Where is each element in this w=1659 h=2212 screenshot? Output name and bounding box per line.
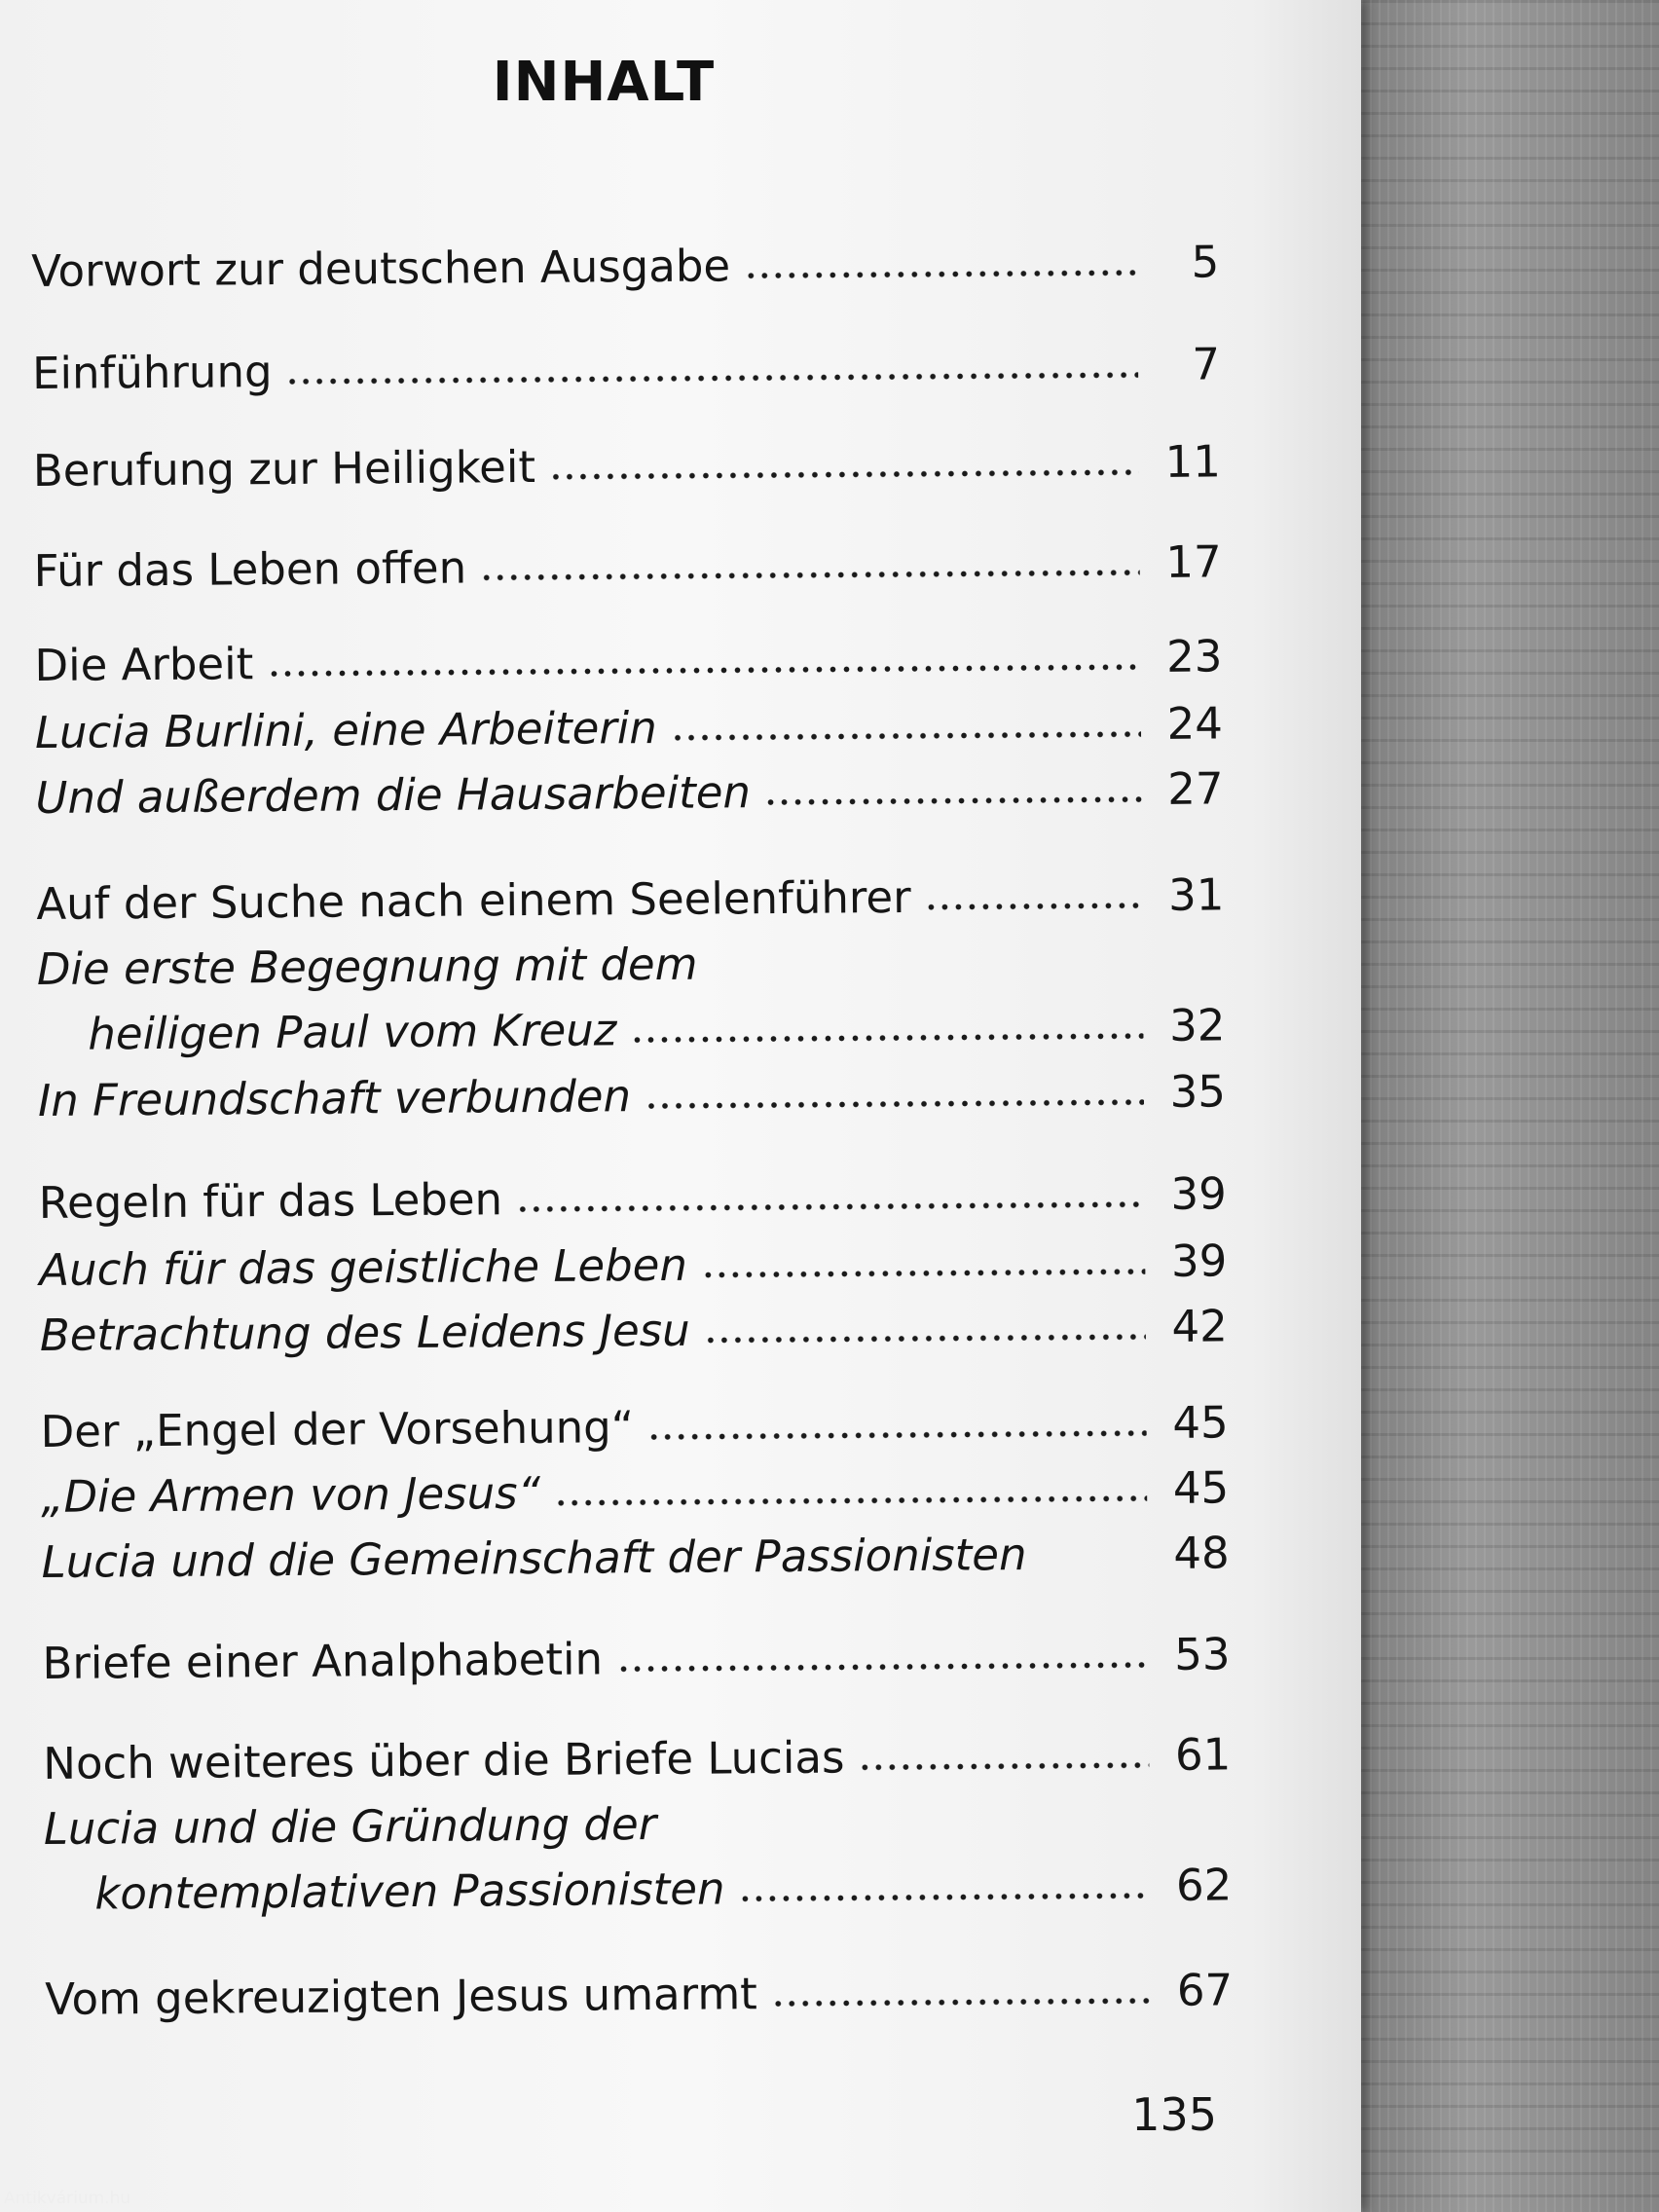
dot-leader [858,1761,1149,1771]
dot-leader [549,468,1139,481]
toc-entry [40,1389,1228,1457]
toc-entry-page: 48 [1173,1527,1230,1579]
dot-leader [670,1826,1150,1838]
toc-entry-page [1160,1845,1232,1846]
toc-entry [39,1228,1227,1296]
toc-entry-page: 23 [1165,630,1223,682]
toc-entry [37,992,1225,1060]
toc-entry-title: „Die Armen von Jesus“ [40,1466,541,1523]
toc-entry [35,690,1223,758]
toc-entry-title: Und außerdem die Hausarbeiten [35,766,752,824]
toc-entry-page: 32 [1168,999,1226,1051]
toc-entry-title: Berufung zur Heiligkeit [32,440,536,497]
dot-leader [647,1429,1147,1441]
toc-entry-page: 27 [1167,762,1224,815]
toc-entry-title: Lucia und die Gründung der [43,1798,657,1855]
toc-entry-title: Auch für das geistliche Leben [39,1238,688,1296]
dot-leader [267,663,1140,678]
toc-entry-title: kontemplativen Passionisten [94,1862,725,1920]
toc-entry-page: 42 [1171,1300,1229,1352]
dot-leader [1041,1560,1148,1568]
dot-leader [286,371,1139,386]
toc-entry [41,1520,1229,1588]
toc-entry-title: Für das Leben offen [33,541,467,597]
dot-leader [744,269,1137,279]
toc-entry-title: Lucia und die Gemeinschaft der Passionisten [41,1529,1027,1588]
dot-leader [645,1098,1144,1110]
toc-entry-title: heiligen Paul vom Kreuz [88,1004,617,1060]
toc-entry-page: 35 [1169,1065,1227,1118]
toc-entry [41,1455,1229,1523]
toc-entry-page: 61 [1174,1728,1232,1781]
toc-entry-page: 31 [1167,868,1225,921]
dot-leader [480,569,1140,581]
toc-entry-page: 62 [1175,1859,1233,1911]
toc-entry-title: Noch weiteres über die Briefe Lucias [43,1731,845,1789]
toc-entry-page: 5 [1191,236,1220,288]
toc-entry-page: 7 [1192,338,1221,390]
toc-entry-title: Die Arbeit [34,638,254,691]
watermark: Antikvárium.hu [4,2189,131,2208]
dot-leader [704,1333,1146,1345]
dot-leader [516,1200,1145,1213]
toc-entry-page: 39 [1170,1235,1228,1287]
toc-entry-page: 45 [1172,1396,1229,1449]
dot-leader [554,1494,1147,1507]
toc-entry [36,862,1224,930]
dot-leader [616,1661,1148,1673]
toc-entry [45,1957,1233,2025]
toc-entry [34,623,1222,691]
toc-entry [42,1621,1230,1689]
toc-entry-title: Vom gekreuzigten Jesus umarmt [44,1968,758,2025]
toc-entry-page [1153,985,1225,986]
toc-entry [35,756,1223,824]
toc-entry [33,428,1221,497]
toc-entry-page: 53 [1173,1628,1231,1680]
table-of-contents [31,229,1234,2025]
dot-leader [671,730,1141,742]
page-number: 135 [1131,2088,1217,2141]
toc-entry-title: Lucia Burlini, eine Arbeiterin [34,701,658,758]
toc-entry-title: Einführung [31,346,273,399]
page-heading: INHALT [492,51,716,114]
toc-entry-page: 11 [1164,435,1222,488]
toc-entry-title: In Freundschaft verbunden [37,1070,632,1126]
toc-entry-page: 45 [1172,1461,1230,1514]
toc-entry [40,1293,1228,1361]
toc-entry [44,1787,1232,1855]
dot-leader [701,1268,1145,1279]
dot-leader [712,967,1143,977]
dot-leader [739,1892,1151,1902]
toc-entry [43,1721,1231,1789]
table-surface [1344,0,1659,2212]
toc-entry-page: 17 [1165,535,1222,588]
toc-entry [39,1161,1227,1229]
toc-entry-title: Regeln für das Leben [38,1173,503,1229]
toc-entry [37,927,1225,995]
toc-entry-title: Betrachtung des Leidens Jesu [39,1304,690,1361]
dot-leader [771,1997,1151,2008]
toc-entry-title: Vorwort zur deutschen Ausgabe [31,240,731,297]
toc-entry [33,529,1221,597]
toc-entry [44,1852,1232,1920]
dot-leader [764,795,1142,806]
toc-entry [38,1058,1226,1126]
toc-entry [32,331,1220,399]
toc-entry-title: Die erste Begegnung mit dem [36,938,698,995]
toc-entry-page: 67 [1176,1964,1234,2016]
dot-leader [630,1032,1143,1044]
toc-entry-title: Briefe einer Analphabetin [42,1633,604,1689]
dot-leader [925,902,1143,911]
toc-entry-page: 39 [1170,1167,1227,1220]
toc-entry-title: Auf der Suche nach einem Seelenführer [36,870,911,930]
toc-entry [31,229,1219,297]
toc-entry-title: Der „Engel der Vorsehung“ [40,1401,635,1457]
toc-entry-page: 24 [1166,697,1224,750]
